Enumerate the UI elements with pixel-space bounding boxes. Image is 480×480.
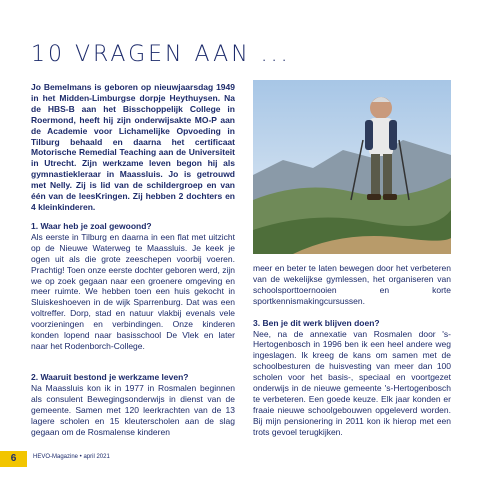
question-3-text: Nee, na de annexatie van Rosmalen door 's-Hertogenbosch in 1996 ben ik een heel andere weg ingeslagen. Ik kreeg de kans om samen met de schoolbesturen de huisvesting van meer dan 100 scholen voor het basis-, speciaal en voortgezet onderwijs in de nieuwe gemeente 's-Hertogenbosch te verbeteren. Een goede keuze. Elk jaar konden er fraaie nieuwe schoolgebouwen opgeleverd worden. Bij mijn pensionering in 2011 kon ik hierop met een trots gevoel terugkijken. <box>253 328 451 437</box>
page-title: 10 VRAGEN AAN ... <box>31 42 291 67</box>
hiker-photo-image <box>253 80 451 254</box>
intro-paragraph <box>31 82 235 213</box>
question-3 <box>253 263 451 438</box>
question-2-continuation: meer en beter te laten bewegen door het verbeteren van de wekelijkse gymlessen, het organiseren van schoolsporttoernooien en korte sportkennismakingcursussen. <box>253 263 451 306</box>
hiker-photo <box>253 80 451 254</box>
question-2-title: 2. Waaruit bestond je werkzame leven? <box>31 372 189 382</box>
page-number: 6 <box>0 451 27 467</box>
question-1 <box>31 221 235 352</box>
footer-magazine: HEVO-Magazine • april 2021 <box>33 454 110 460</box>
question-3-title: 3. Ben je dit werk blijven doen? <box>253 317 380 328</box>
intro-text: Jo Bemelmans is geboren op nieuwjaarsdag 1949 in het Midden-Limburgse dorpje Heythuysen. Na de HBS-B aan het Bisschoppelijk College in Roermond, heeft hij zijn onderwijsakte MO-P aan de Academie voor Lichamelijke Opvoeding in Tilburg behaald en daarna het certificaat Motorische Remedial Teaching aan de Universiteit in Utrecht. Zijn werkzame leven begon hij als gymnastiekleraar in Maassluis. Jo is getrouwd met Nelly. Zij is lid van de schildergroep en van één van de leesKringen. Zij hebben 2 dochters en 4 kleinkinderen. <box>31 82 235 212</box>
question-2 <box>31 372 235 437</box>
question-2-text: Na Maassluis kon ik in 1977 in Rosmalen beginnen als consulent Bewegingsonderwijs in dienst van de gemeente. Samen met 120 leerkrachten van de 13 lagere scholen en 15 kleuterscholen aan de slag gegaan om de Rosmalense kinderen <box>31 382 235 437</box>
question-1-title: 1. Waar heb je zoal gewoond? <box>31 221 152 231</box>
question-1-text: Als eerste in Tilburg en daarna in een flat met uitzicht op de Nieuwe Waterweg te Maassluis. Je keek je ogen uit als die grote zeeschepen voorbij voeren. Prachtig! Toen onze eerste dochter geboren werd, zijn we op zoek gegaan naar een groenere omgeving en meer ruimte. We hebben toen een huis gekocht in Sluiskeshoeven in de wijk Sparrenburg. Dat was een voltreffer. Dorp, stad en natuur vlakbij evenals vele voorzieningen en verbindingen. Onze kinderen konden lopend naar basisschool De Vlek en later naar het Rodenborch-College. <box>31 231 235 351</box>
